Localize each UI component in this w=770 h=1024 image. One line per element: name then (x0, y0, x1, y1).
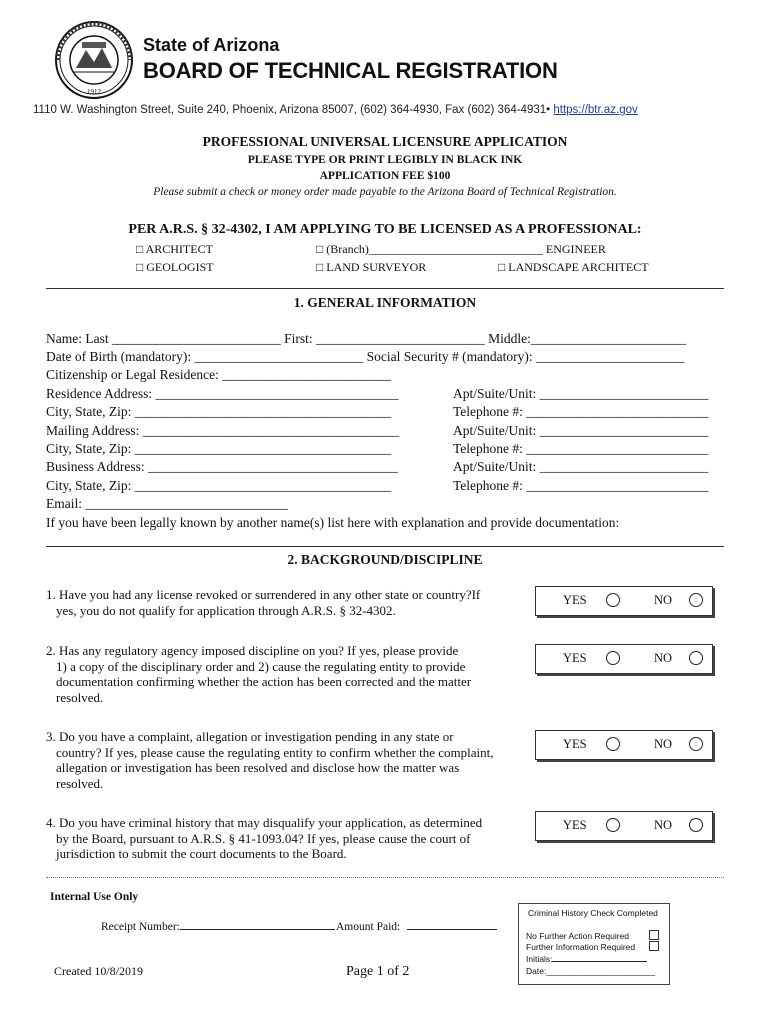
board-name: BOARD OF TECHNICAL REGISTRATION (143, 58, 558, 83)
name-field[interactable]: Name: Last _________________________ First: _________________________ Middle:_______________________ (46, 331, 687, 346)
svg-text:1912: 1912 (87, 88, 101, 96)
yes-label: YES (563, 818, 587, 832)
no-label: NO (654, 651, 673, 665)
general-info-heading: 1. GENERAL INFORMATION (293, 295, 477, 310)
yes-label: YES (563, 737, 587, 751)
mailing-city-field[interactable]: City, State, Zip: ______________________________________ (46, 441, 392, 456)
mailing-telephone-field[interactable]: Telephone #: ___________________________ (453, 441, 709, 456)
no-radio[interactable] (689, 651, 703, 665)
no-radio[interactable] (689, 593, 703, 607)
applying-statement: PER A.R.S. § 32-4302, I AM APPLYING TO BE LICENSED AS A PROFESSIONAL: (128, 222, 642, 237)
residence-telephone-field[interactable]: Telephone #: ___________________________ (453, 404, 709, 419)
mailing-apt-field[interactable]: Apt/Suite/Unit: _________________________ (453, 423, 709, 438)
other-names-instruction: If you have been legally known by another name(s) list here with explanation and provide documentation: (46, 515, 620, 530)
website-link[interactable]: https://btr.az.gov (553, 104, 638, 116)
dob-ssn-field[interactable]: Date of Birth (mandatory): _________________________ Social Security # (mandatory): ______________________ (46, 349, 685, 364)
engineer-checkbox[interactable]: □ (Branch)_____________________________ ENGINEER (316, 242, 606, 256)
business-telephone-field[interactable]: Telephone #: ___________________________ (453, 478, 709, 493)
geologist-checkbox[interactable]: □ GEOLOGIST (136, 260, 214, 274)
business-address-field[interactable]: Business Address: _____________________________________ (46, 459, 398, 474)
form-subtitle: PLEASE TYPE OR PRINT LEGIBLY IN BLACK INK (247, 154, 523, 166)
state-name: State of Arizona (143, 35, 280, 55)
yes-radio[interactable] (606, 818, 620, 832)
landscape-architect-checkbox[interactable]: □ LANDSCAPE ARCHITECT (498, 260, 649, 274)
yes-radio[interactable] (606, 651, 620, 665)
no-radio[interactable] (689, 737, 703, 751)
amount-paid-field[interactable]: Amount Paid: (336, 919, 497, 933)
divider (46, 877, 724, 878)
internal-use-heading: Internal Use Only (50, 891, 139, 903)
business-apt-field[interactable]: Apt/Suite/Unit: _________________________ (453, 459, 709, 474)
citizenship-field[interactable]: Citizenship or Legal Residence: _________________________ (46, 367, 391, 382)
date-field[interactable]: Date:_______________________ (526, 966, 656, 976)
yes-radio[interactable] (606, 737, 620, 751)
check-title: Criminal History Check Completed (528, 908, 658, 918)
no-radio[interactable] (689, 818, 703, 832)
architect-checkbox[interactable]: □ ARCHITECT (136, 242, 213, 256)
yes-radio[interactable] (606, 593, 620, 607)
yes-label: YES (563, 651, 587, 665)
divider (46, 546, 724, 547)
divider (46, 288, 724, 289)
page-number: Page 1 of 2 (346, 964, 410, 979)
residence-apt-field[interactable]: Apt/Suite/Unit: _________________________ (453, 386, 709, 401)
question-2: 2. Has any regulatory agency imposed discipline on you? If yes, please provide 1) a copy of the disciplinary order and 2) cause the regulating entity to provide documentation confirming whether the action has been corrected and the matter resolved. (46, 643, 472, 705)
form-title: PROFESSIONAL UNIVERSAL LICENSURE APPLICATION (202, 134, 568, 149)
further-info-checkbox[interactable] (649, 941, 659, 953)
further-info-label: Further Information Required (526, 942, 636, 952)
initials-field[interactable]: Initials: (526, 954, 647, 964)
residence-city-field[interactable]: City, State, Zip: ______________________________________ (46, 404, 392, 419)
criminal-history-check-box (518, 903, 670, 985)
no-label: NO (654, 737, 673, 751)
state-seal-logo (54, 20, 134, 100)
residence-address-field[interactable]: Residence Address: ____________________________________ (46, 386, 399, 401)
no-label: NO (654, 593, 673, 607)
no-action-label: No Further Action Required (526, 931, 629, 941)
question-1: 1. Have you had any license revoked or surrendered in any other state or country?If yes, you do not qualify for application through A.R.S. § 32-4302. (46, 587, 481, 618)
receipt-number-field[interactable]: Receipt Number: (101, 919, 335, 933)
yes-label: YES (563, 593, 587, 607)
question-2-answer (535, 644, 713, 674)
email-field[interactable]: Email: ______________________________ (46, 496, 288, 511)
question-1-answer (535, 586, 713, 616)
question-4: 4. Do you have criminal history that may disqualify your application, as determined by the Board, pursuant to A.R.S. § 41-1093.04? If yes, please cause the court of jurisdiction to submit the court documents to the Board. (46, 815, 483, 861)
payment-note: Please submit a check or money order made payable to the Arizona Board of Technical Registration. (153, 186, 617, 198)
no-label: NO (654, 818, 673, 832)
mailing-address-field[interactable]: Mailing Address: ______________________________________ (46, 423, 400, 438)
land-surveyor-checkbox[interactable]: □ LAND SURVEYOR (316, 260, 427, 274)
application-fee: APPLICATION FEE $100 (319, 170, 451, 182)
question-3-answer (535, 730, 713, 760)
question-3: 3. Do you have a complaint, allegation or investigation pending in any state or country? If yes, please cause the regulating entity to confirm whether the complaint, allegation or investigation has been resolved and disclose how the matter was resolved. (46, 729, 494, 791)
background-heading: 2. BACKGROUND/DISCIPLINE (287, 552, 483, 567)
created-date: Created 10/8/2019 (54, 964, 143, 978)
business-city-field[interactable]: City, State, Zip: ______________________________________ (46, 478, 392, 493)
question-4-answer (535, 811, 713, 841)
board-address: 1110 W. Washington Street, Suite 240, Phoenix, Arizona 85007, (602) 364-4930, Fax (602) 364-4931• https://btr.az.gov (33, 104, 638, 116)
